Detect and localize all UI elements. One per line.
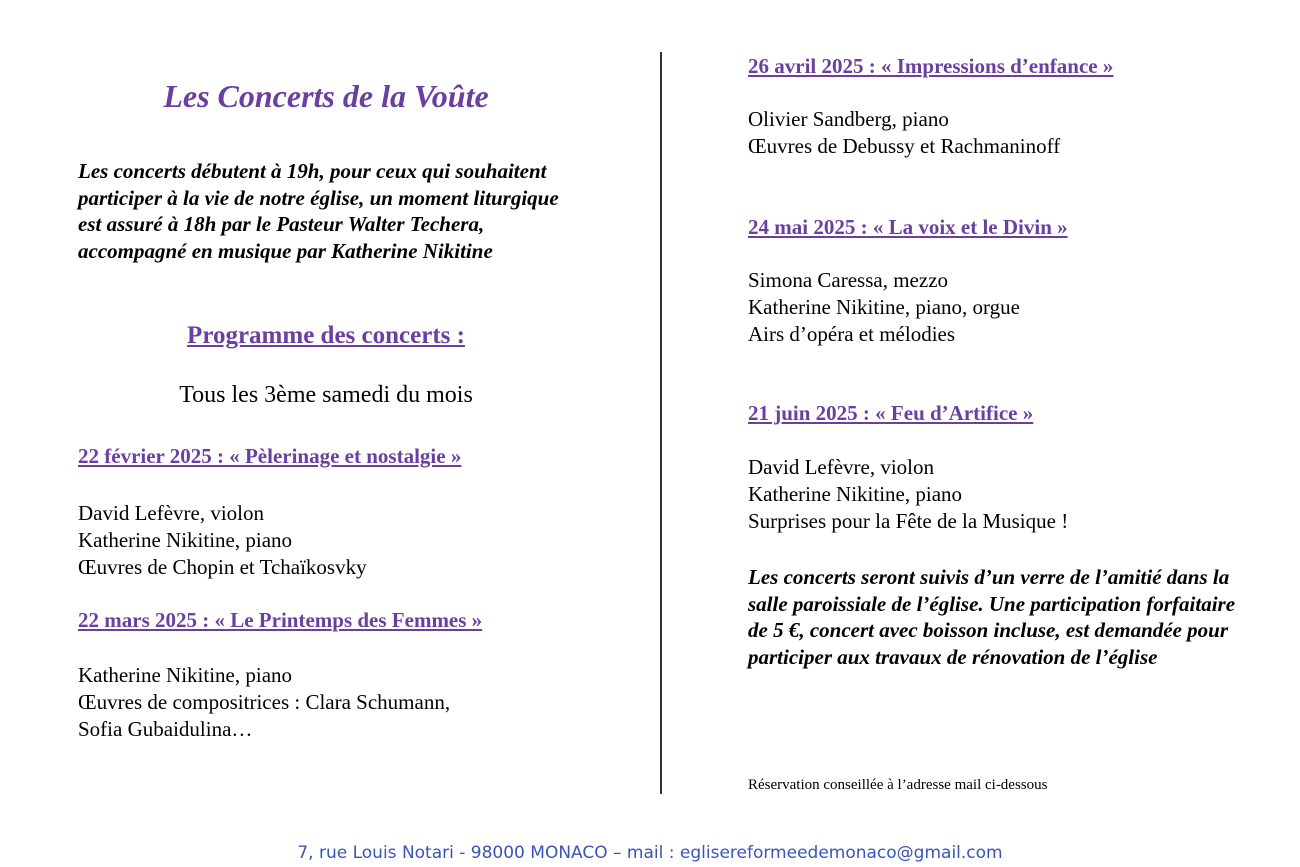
intro-text: Les concerts débutent à 19h, pour ceux qui souhaitent participer à la vie de notre église, un moment liturgique est assuré à 18h par le Pasteur Walter Techera, accompagné en musique par Katherine Nikitine	[78, 159, 559, 263]
concert-line: Airs d’opéra et mélodies	[748, 322, 956, 346]
concert-heading-mar: 22 mars 2025 : « Le Printemps des Femmes »	[78, 608, 483, 632]
concert-line: Sofia Gubaidulina…	[78, 717, 253, 741]
concert-heading-feb: 22 février 2025 : « Pèlerinage et nostalgie »	[78, 444, 462, 468]
concert-line: Katherine Nikitine, piano	[748, 482, 963, 506]
concert-line: Œuvres de Chopin et Tchaïkosvky	[78, 555, 367, 579]
programme-subtitle: Tous les 3ème samedi du mois	[179, 382, 473, 408]
concert-line: Katherine Nikitine, piano	[78, 663, 293, 687]
concert-line: Surprises pour la Fête de la Musique !	[748, 509, 1069, 533]
programme-title: Programme des concerts :	[187, 322, 465, 349]
concert-line: Œuvres de Debussy et Rachmaninoff	[748, 134, 1061, 158]
concert-heading-jun: 21 juin 2025 : « Feu d’Artifice »	[748, 401, 1034, 425]
concert-line: Katherine Nikitine, piano	[78, 528, 293, 552]
reservation-note: Réservation conseillée à l’adresse mail ci-dessous	[748, 777, 1048, 793]
concert-details-apr	[748, 106, 1060, 160]
concert-line: Œuvres de compositrices : Clara Schumann,	[78, 690, 451, 714]
concert-details-may	[748, 267, 1020, 348]
concert-details-jun	[748, 454, 1068, 535]
column-divider	[660, 52, 662, 794]
closing-note: Les concerts seront suivis d’un verre de l’amitié dans la salle paroissiale de l’église. Une participation forfaitaire de 5 €, concert avec boisson incluse, est demandée pour participer aux travaux de rénovation de l’église	[748, 565, 1236, 669]
concert-line: David Lefèvre, violon	[748, 455, 935, 479]
concert-details-mar	[78, 662, 450, 743]
concert-line: David Lefèvre, violon	[78, 501, 265, 525]
concert-heading-apr: 26 avril 2025 : « Impressions d’enfance »	[748, 54, 1114, 78]
concert-heading-may: 24 mai 2025 : « La voix et le Divin »	[748, 215, 1068, 239]
footer-contact: 7, rue Louis Notari - 98000 MONACO – mail : eglisereformeedemonaco@gmail.com	[297, 843, 1003, 863]
concert-line: Olivier Sandberg, piano	[748, 107, 949, 131]
concert-line: Katherine Nikitine, piano, orgue	[748, 295, 1020, 319]
page-title: Les Concerts de la Voûte	[163, 78, 489, 114]
concert-line: Simona Caressa, mezzo	[748, 268, 949, 292]
concert-details-feb	[78, 500, 367, 581]
